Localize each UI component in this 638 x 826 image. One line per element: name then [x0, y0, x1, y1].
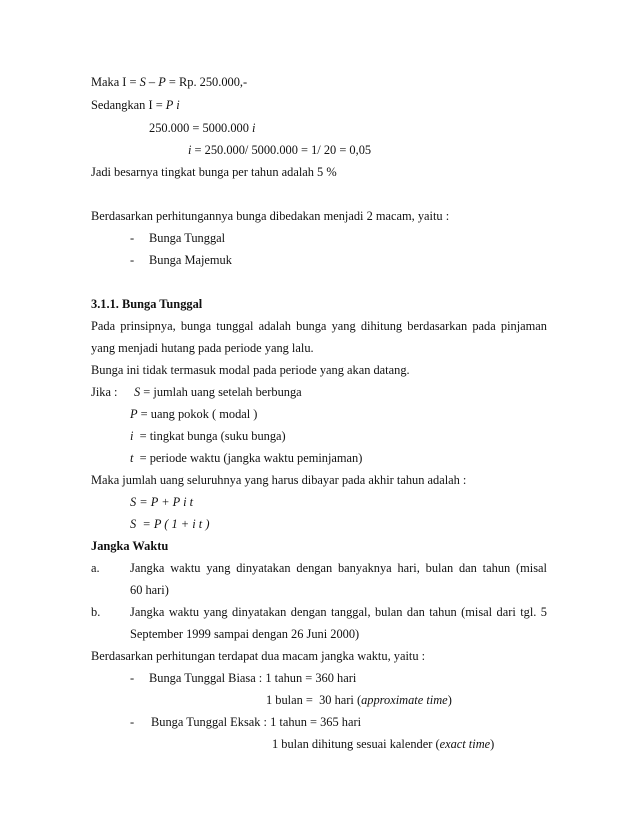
text-maka-jumlah: Maka jumlah uang seluruhnya yang harus dibayar pada akhir tahun adalah :: [91, 473, 467, 487]
bunga-biasa-line-1: Bunga Tunggal Biasa : 1 tahun = 360 hari: [149, 671, 357, 685]
equation-line-1: 250.000 = 5000.000 i: [149, 121, 256, 135]
list-item-bunga-majemuk: Bunga Majemuk: [149, 253, 232, 267]
definition-t: t = periode waktu (jangka waktu peminjaman): [130, 451, 363, 465]
list-item-b-line-1: Jangka waktu yang dinyatakan dengan tanggal, bulan dan tahun (misal dari tgl. 5: [130, 605, 547, 619]
equation-line-2: i = 250.000/ 5000.000 = 1/ 20 = 0,05: [188, 143, 372, 157]
section-heading: 3.1.1. Bunga Tunggal: [91, 297, 203, 311]
text-sedangkan: Sedangkan I = P i: [91, 98, 180, 112]
bullet-dash: -: [130, 715, 135, 729]
text-maka-i: Maka I = S – P = Rp. 250.000,-: [91, 75, 248, 89]
definition-i: i = tingkat bunga (suku bunga): [130, 429, 286, 443]
text-jadi: Jadi besarnya tingkat bunga per tahun adalah 5 %: [91, 165, 337, 179]
bunga-eksak-line-2: 1 bulan dihitung sesuai kalender (exact time): [272, 737, 495, 751]
formula-2: S = P ( 1 + i t ): [130, 517, 210, 531]
bunga-biasa-line-2: 1 bulan = 30 hari (approximate time): [266, 693, 452, 707]
bullet-dash: -: [130, 671, 135, 685]
paragraph-line: Bunga ini tidak termasuk modal pada periode yang akan datang.: [91, 363, 410, 377]
list-label-b: b.: [91, 605, 101, 619]
definition-p: P = uang pokok ( modal ): [130, 407, 258, 421]
paragraph-line: Pada prinsipnya, bunga tunggal adalah bunga yang dihitung berdasarkan pada pinjaman: [91, 319, 547, 333]
list-item-bunga-tunggal: Bunga Tunggal: [149, 231, 226, 245]
bullet-dash: -: [130, 231, 135, 245]
formula-1: S = P + P i t: [130, 495, 194, 509]
text-berdasarkan-perhitungan: Berdasarkan perhitungan terdapat dua macam jangka waktu, yaitu :: [91, 649, 426, 663]
list-item-a-line-2: 60 hari): [130, 583, 169, 597]
label-jika: Jika :: [91, 385, 118, 399]
list-item-b-line-2: September 1999 sampai dengan 26 Juni 2000): [130, 627, 360, 641]
bullet-dash: -: [130, 253, 135, 267]
definition-s: S = jumlah uang setelah berbunga: [134, 385, 302, 399]
paragraph-line: yang menjadi hutang pada periode yang lalu.: [91, 341, 314, 355]
list-item-a-line-1: Jangka waktu yang dinyatakan dengan banyaknya hari, bulan dan tahun (misal: [130, 561, 547, 575]
list-label-a: a.: [91, 561, 100, 575]
text-berdasarkan: Berdasarkan perhitungannya bunga dibedakan menjadi 2 macam, yaitu :: [91, 209, 450, 223]
subheading-jangka-waktu: Jangka Waktu: [91, 539, 169, 553]
bunga-eksak-line-1: Bunga Tunggal Eksak : 1 tahun = 365 hari: [151, 715, 362, 729]
